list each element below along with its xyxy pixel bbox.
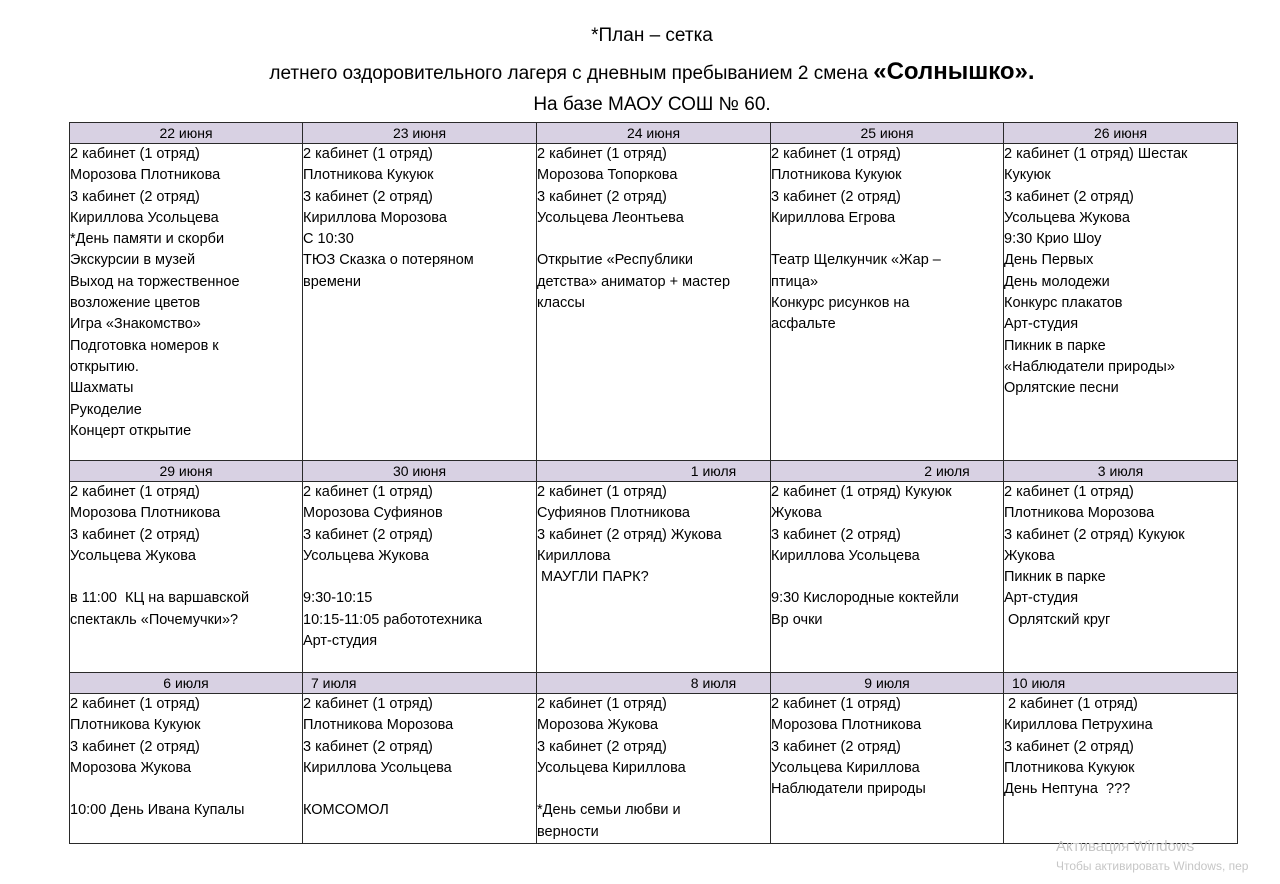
activity-line: Арт-студия	[1004, 590, 1079, 607]
activity-line: 9:30 Кислородные коктейли	[771, 590, 959, 607]
activity-line: Усольцева Кириллова	[537, 759, 686, 776]
activity-line: 3 кабинет (2 отряд)	[70, 188, 200, 205]
activity-line: Усольцева Жукова	[1004, 209, 1130, 226]
activity-line: 3 кабинет (2 отряд) Жукова	[537, 526, 722, 543]
activity-line: Усольцева Жукова	[70, 547, 196, 564]
activity-line: 3 кабинет (2 отряд)	[1004, 188, 1134, 205]
activity-line: асфальте	[771, 316, 836, 333]
activity-line: День Нептуна ???	[1004, 781, 1131, 798]
week-3-header	[70, 673, 1238, 694]
activity-line: 10:00 День Ивана Купалы	[70, 802, 245, 819]
activity-line: 2 кабинет (1 отряд)	[70, 484, 200, 500]
activity-line: 3 кабинет (2 отряд)	[537, 738, 667, 755]
activity-line: Орлятские песни	[1004, 380, 1119, 397]
day-header: 22 июня	[70, 123, 303, 144]
activity-line: Морозова Плотникова	[70, 167, 221, 184]
activity-line: Концерт открытие	[70, 422, 192, 439]
activity-line: классы	[537, 295, 585, 312]
activity-line: 3 кабинет (2 отряд)	[771, 738, 901, 755]
activity-line: Рукоделие	[70, 401, 142, 418]
activity-line: 2 кабинет (1 отряд)	[70, 696, 200, 712]
activity-line: Морозова Жукова	[537, 717, 659, 734]
day-header: 29 июня	[70, 461, 303, 482]
day-header: 3 июля	[1004, 461, 1238, 482]
week-1-header	[70, 123, 1238, 144]
activity-line: Наблюдатели природы	[771, 781, 926, 798]
activity-line: 9:30-10:15	[303, 590, 373, 607]
activity-line: 3 кабинет (2 отряд)	[303, 526, 433, 543]
activity-line: *День памяти и скорби	[70, 231, 225, 248]
activity-line: 2 кабинет (1 отряд) Кукуюк	[771, 484, 952, 500]
activity-line: Усольцева Кириллова	[771, 759, 920, 776]
week-2-header	[70, 461, 1238, 482]
day-cell	[771, 482, 1004, 673]
activity-line: Экскурсии в музей	[70, 252, 196, 269]
activity-line: 3 кабинет (2 отряд)	[303, 738, 433, 755]
day-cell	[1004, 482, 1238, 673]
day-header: 30 июня	[303, 461, 537, 482]
activity-line: Конкурс плакатов	[1004, 295, 1123, 312]
activity-line: 3 кабинет (2 отряд)	[537, 188, 667, 205]
activity-line	[70, 779, 302, 800]
activity-line: Арт-студия	[303, 633, 378, 650]
activity-line: Вр очки	[771, 611, 823, 628]
plan-subtitle	[12, 58, 1280, 86]
activity-line: Морозова Жукова	[70, 759, 192, 776]
activity-line: 2 кабинет (1 отряд)	[303, 146, 433, 162]
activity-line: С 10:30	[303, 231, 354, 248]
activity-line: 3 кабинет (2 отряд) Кукуюк	[1004, 526, 1185, 543]
day-header: 8 июля	[537, 673, 771, 694]
day-cell	[70, 694, 303, 844]
day-header: 1 июля	[537, 461, 771, 482]
day-cell	[303, 482, 537, 673]
activity-line: Пикник в парке	[1004, 337, 1106, 354]
day-header: 24 июня	[537, 123, 771, 144]
day-cell	[303, 694, 537, 844]
week-2-body	[70, 482, 1238, 673]
activity-line: 2 кабинет (1 отряд)	[537, 146, 667, 162]
activity-line: Усольцева Леонтьева	[537, 209, 684, 226]
activity-line: ТЮЗ Сказка о потеряном	[303, 252, 474, 269]
activity-line	[303, 567, 536, 588]
day-cell	[537, 144, 771, 461]
activity-line: птица»	[771, 273, 819, 290]
day-cell	[537, 482, 771, 673]
activity-line: Игра «Знакомство»	[70, 316, 201, 333]
day-cell	[537, 694, 771, 844]
activity-line: 2 кабинет (1 отряд)	[1004, 696, 1138, 712]
activity-line: Конкурс рисунков на	[771, 295, 910, 312]
activation-watermark-hint: Чтобы активировать Windows, пер	[1056, 859, 1249, 873]
activity-line: Кириллова Усольцева	[70, 209, 219, 226]
school-line: На базе МАОУ СОШ № 60.	[533, 94, 771, 115]
activity-line: Плотникова Кукуюк	[771, 167, 902, 184]
activity-line	[771, 567, 1003, 588]
activity-line: верности	[537, 823, 599, 840]
activity-line: времени	[303, 273, 361, 290]
activity-line: детства» аниматор + мастер	[537, 273, 731, 290]
schedule-grid	[69, 122, 1238, 844]
activity-line: Морозова Суфиянов	[303, 505, 443, 522]
activity-line: Плотникова Кукуюк	[303, 167, 434, 184]
activity-line: День Первых	[1004, 252, 1094, 269]
day-header: 10 июля	[1004, 673, 1238, 694]
day-header: 26 июня	[1004, 123, 1238, 144]
activity-line	[537, 229, 770, 250]
week-3-body	[70, 694, 1238, 844]
activity-line: «Наблюдатели природы»	[1004, 358, 1175, 375]
activity-line	[70, 567, 302, 588]
activity-line: 3 кабинет (2 отряд)	[1004, 738, 1134, 755]
activity-line: 3 кабинет (2 отряд)	[771, 188, 901, 205]
activity-line: Плотникова Морозова	[1004, 505, 1155, 522]
activity-line: 2 кабинет (1 отряд)	[537, 696, 667, 712]
activity-line: 3 кабинет (2 отряд)	[70, 526, 200, 543]
activity-line: открытию.	[70, 358, 139, 375]
activity-line: возложение цветов	[70, 295, 201, 312]
activity-line: 2 кабинет (1 отряд)	[771, 696, 901, 712]
activity-line: Театр Щелкунчик «Жар –	[771, 252, 941, 269]
activity-line: Кириллова Усольцева	[303, 759, 452, 776]
activity-line: Плотникова Морозова	[303, 717, 454, 734]
activity-line	[303, 779, 536, 800]
activity-line: 10:15-11:05 работотехника	[303, 611, 483, 628]
day-header: 2 июля	[771, 461, 1004, 482]
activity-line: Плотникова Кукуюк	[1004, 759, 1135, 776]
activity-line: 2 кабинет (1 отряд)	[70, 146, 200, 162]
week-1-body	[70, 144, 1238, 461]
activity-line: 2 кабинет (1 отряд)	[771, 146, 901, 162]
activity-line: Шахматы	[70, 380, 134, 397]
subtitle-text: летнего оздоровительного лагеря с дневным пребыванием 2 смена	[269, 63, 874, 84]
activity-line: Кириллова Морозова	[303, 209, 447, 226]
activity-line: Морозова Плотникова	[70, 505, 221, 522]
activity-line: 3 кабинет (2 отряд)	[70, 738, 200, 755]
activity-line: Открытие «Республики	[537, 252, 693, 269]
activity-line: Кириллова Егрова	[771, 209, 896, 226]
activity-line: Выход на торжественное	[70, 273, 240, 290]
day-cell	[771, 694, 1004, 844]
activity-line	[537, 779, 770, 800]
day-header: 7 июля	[303, 673, 537, 694]
day-cell	[771, 144, 1004, 461]
day-cell	[1004, 694, 1238, 844]
activity-line: МАУГЛИ ПАРК?	[537, 569, 649, 586]
day-header: 9 июля	[771, 673, 1004, 694]
activity-line: спектакль «Почемучки»?	[70, 611, 239, 628]
activity-line: Морозова Топоркова	[537, 167, 678, 184]
camp-name: «Солнышко».	[873, 58, 1035, 85]
day-header: 25 июня	[771, 123, 1004, 144]
activity-line: Кириллова Петрухина	[1004, 717, 1153, 734]
day-cell	[303, 144, 537, 461]
activity-line: Суфиянов Плотникова	[537, 505, 690, 522]
activity-line: 2 кабинет (1 отряд)	[303, 696, 433, 712]
day-cell	[1004, 144, 1238, 461]
activity-line: Арт-студия	[1004, 316, 1079, 333]
activity-line: в 11:00 КЦ на варшавской	[70, 590, 250, 607]
activity-line: Кириллова Усольцева	[771, 547, 920, 564]
activity-line: Подготовка номеров к	[70, 337, 219, 354]
activity-line: 2 кабинет (1 отряд)	[303, 484, 433, 500]
activity-line: День молодежи	[1004, 273, 1110, 290]
activity-line: Пикник в парке	[1004, 569, 1106, 586]
activity-line: 2 кабинет (1 отряд)	[1004, 484, 1134, 500]
day-header: 23 июня	[303, 123, 537, 144]
activity-line: Орлятский круг	[1004, 611, 1111, 628]
activity-line	[771, 229, 1003, 250]
activity-line: Морозова Плотникова	[771, 717, 922, 734]
activity-line: Жукова	[1004, 547, 1055, 564]
day-header: 6 июля	[70, 673, 303, 694]
activity-line: 2 кабинет (1 отряд) Шестак	[1004, 146, 1188, 162]
activity-line: КОМСОМОЛ	[303, 802, 389, 819]
activity-line: Усольцева Жукова	[303, 547, 429, 564]
activity-line: 9:30 Крио Шоу	[1004, 231, 1102, 248]
activity-line: 3 кабинет (2 отряд)	[303, 188, 433, 205]
activity-line: Кукуюк	[1004, 167, 1051, 184]
activity-line: Кириллова	[537, 547, 611, 564]
activation-watermark: Активация Windows	[1056, 838, 1195, 855]
activity-line: 2 кабинет (1 отряд)	[537, 484, 667, 500]
activity-line: Жукова	[771, 505, 822, 522]
activity-line: *День семьи любви и	[537, 802, 681, 819]
activity-line: Плотникова Кукуюк	[70, 717, 201, 734]
day-cell	[70, 482, 303, 673]
day-cell	[70, 144, 303, 461]
plan-title: *План – сетка	[591, 25, 713, 46]
activity-line: 3 кабинет (2 отряд)	[771, 526, 901, 543]
